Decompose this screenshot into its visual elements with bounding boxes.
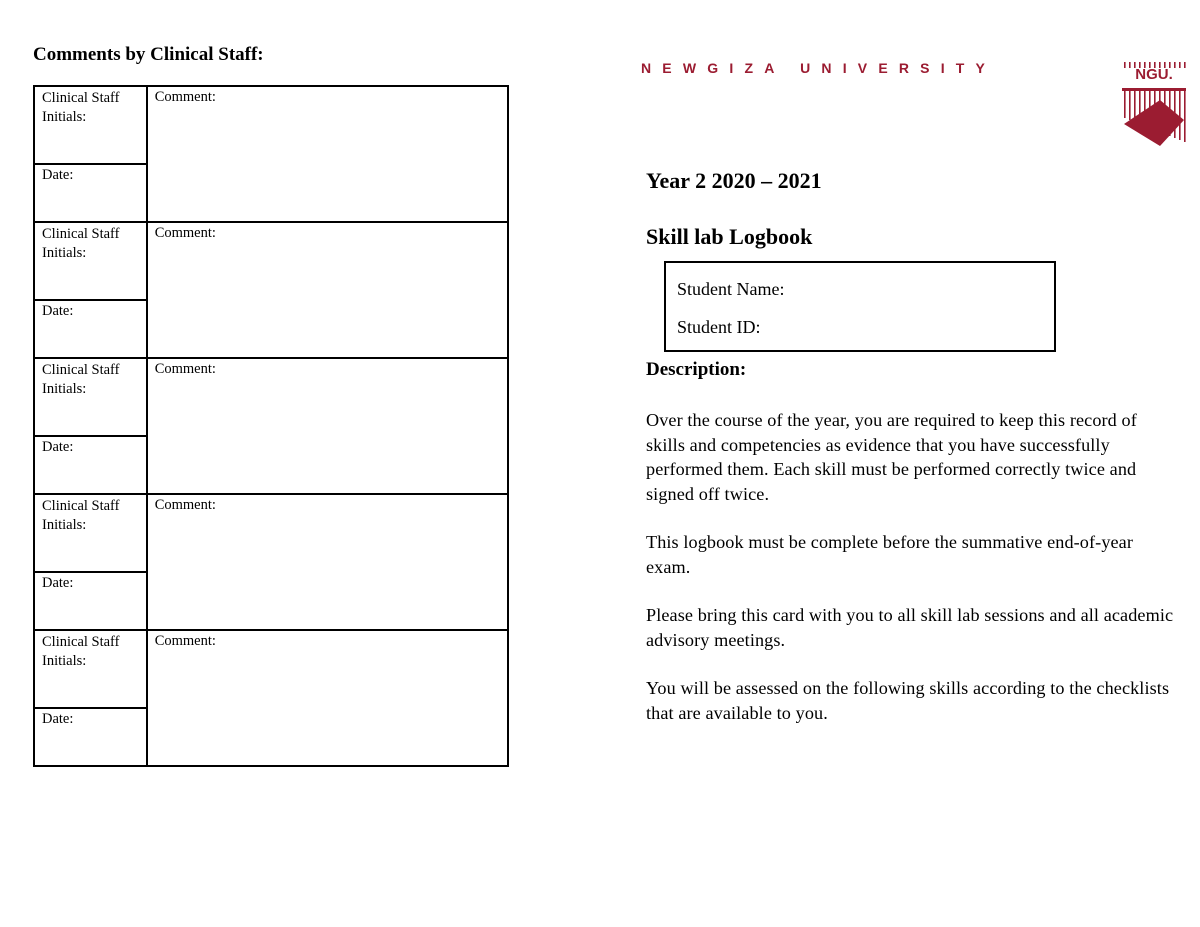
initials-cell[interactable]: Clinical Staff Initials: bbox=[34, 222, 147, 300]
student-name-field[interactable]: Student Name: bbox=[677, 279, 785, 299]
description-paragraph: You will be assessed on the following skills according to the checklists that are available to you. bbox=[646, 678, 1170, 723]
description-heading: Description: bbox=[646, 359, 747, 380]
comment-cell[interactable]: Comment: bbox=[147, 86, 508, 222]
description-paragraph: Over the course of the year, you are required to keep this record of skills and competencies as evidence that you have successfully performed them. Each skill must be performed correctly twice and signed off twice. bbox=[646, 410, 1137, 504]
university-name: NEWGIZA UNIVERSITY bbox=[641, 60, 997, 76]
date-cell[interactable]: Date: bbox=[34, 572, 147, 630]
student-id-field[interactable]: Student ID: bbox=[677, 317, 761, 337]
table-row bbox=[34, 494, 508, 572]
date-cell[interactable]: Date: bbox=[34, 300, 147, 358]
table-row bbox=[34, 630, 508, 708]
table-row bbox=[34, 222, 508, 300]
comment-cell[interactable]: Comment: bbox=[147, 630, 508, 766]
date-cell[interactable]: Date: bbox=[34, 164, 147, 222]
comment-cell[interactable]: Comment: bbox=[147, 494, 508, 630]
student-info-box bbox=[664, 261, 1056, 352]
logbook-title: Skill lab Logbook bbox=[646, 224, 813, 249]
initials-cell[interactable]: Clinical Staff Initials: bbox=[34, 494, 147, 572]
description-paragraph: Please bring this card with you to all skill lab sessions and all academic advisory meetings. bbox=[646, 605, 1174, 650]
clinical-staff-comments-table bbox=[33, 85, 509, 767]
date-cell[interactable]: Date: bbox=[34, 708, 147, 766]
table-row bbox=[34, 358, 508, 436]
description-paragraph: This logbook must be complete before the summative end-of-year exam. bbox=[646, 532, 1134, 577]
academic-year: Year 2 2020 – 2021 bbox=[646, 168, 822, 193]
comment-cell[interactable]: Comment: bbox=[147, 358, 508, 494]
comments-title: Comments by Clinical Staff: bbox=[33, 44, 264, 65]
logo-text: NGU. bbox=[1135, 66, 1173, 83]
university-logo bbox=[1122, 62, 1186, 146]
initials-cell[interactable]: Clinical Staff Initials: bbox=[34, 86, 147, 164]
date-cell[interactable]: Date: bbox=[34, 436, 147, 494]
initials-cell[interactable]: Clinical Staff Initials: bbox=[34, 358, 147, 436]
initials-cell[interactable]: Clinical Staff Initials: bbox=[34, 630, 147, 708]
comment-cell[interactable]: Comment: bbox=[147, 222, 508, 358]
table-row bbox=[34, 86, 508, 164]
